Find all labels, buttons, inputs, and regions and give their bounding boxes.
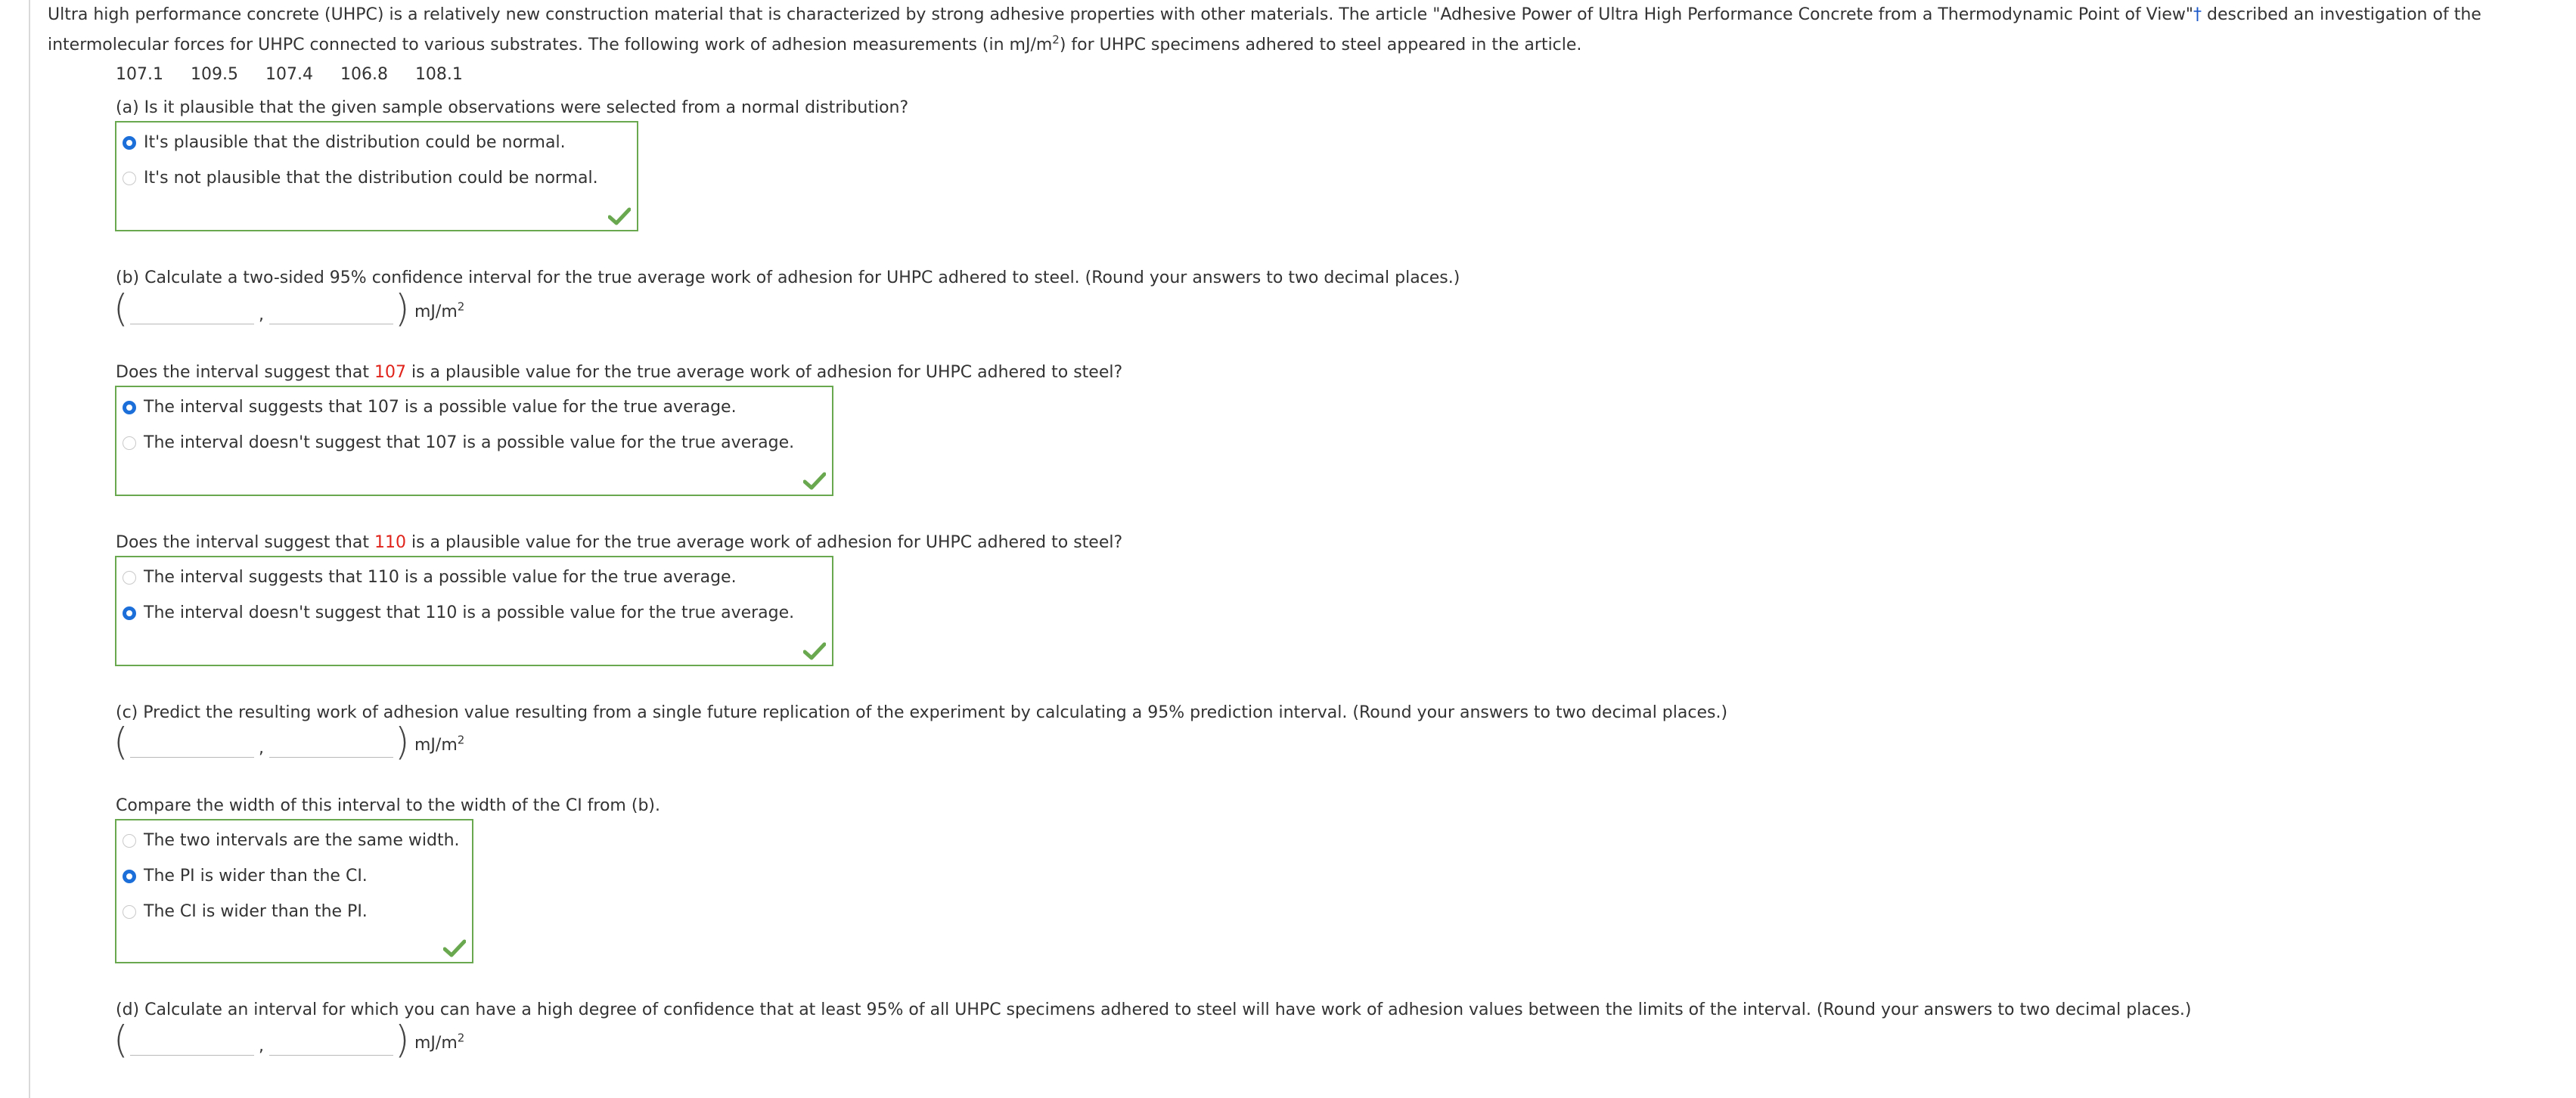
radio-button-selected[interactable] [123,136,136,150]
comma: , [259,739,264,758]
part-b-sub1-option-1[interactable] [123,396,737,419]
option-label: The PI is wider than the CI. [144,867,368,886]
radio-button[interactable] [123,834,136,848]
part-c-compare-option-2[interactable] [123,865,368,888]
radio-button[interactable] [123,172,136,185]
part-a-option-1[interactable] [123,132,566,154]
intro-text: Ultra high performance concrete (UHPC) is a relatively new construction material that is characterized by strong adhesive properties with other materials. The article "Adhesive Power of Ultra High Performance Concrete from a Thermodynamic Point of View" [48,5,2194,24]
data-value: 107.4 [265,65,313,84]
part-a-option-2[interactable] [123,167,598,190]
option-label: The interval doesn't suggest that 107 is a possible value for the true average. [144,433,795,452]
part-d-question: (d) Calculate an interval for which you can have a high degree of confidence that at least 95% of all UHPC specimens adhered to steel will have work of adhesion values between the limits of the interval. (Round your answers to two decimal places.) [116,1000,2192,1019]
option-label: The interval suggests that 107 is a possible value for the true average. [144,398,737,417]
check-mark-icon [608,207,631,225]
option-label: The CI is wider than the PI. [144,902,368,921]
problem-intro [48,0,2566,60]
open-paren: ( [113,287,129,330]
intro-text-cont: described an investigation of the intermolecular forces for UHPC connected to various substrates. The following work of adhesion measurements (in mJ/m [48,5,2481,54]
option-label: It's plausible that the distribution could be normal. [144,133,566,152]
open-paren: ( [113,720,129,764]
radio-button[interactable] [123,436,136,450]
close-paren: ) [395,287,410,330]
part-b-sub1-answer-box [115,386,833,496]
part-d-upper-input[interactable] [269,1038,393,1056]
part-c-compare-option-1[interactable] [123,830,460,852]
part-b-sub1-option-2[interactable] [123,432,794,454]
close-paren: ) [395,720,410,764]
comma: , [259,306,264,324]
data-value: 107.1 [116,65,163,84]
left-divider [29,0,30,1098]
data-value: 109.5 [190,65,238,84]
data-values [116,64,485,85]
part-b-sub2-question: Does the interval suggest that 110 is a plausible value for the true average work of adhesion for UHPC adhered to steel? [116,533,1123,552]
option-label: The two intervals are the same width. [144,831,460,850]
intro-text-end: ) for UHPC specimens adhered to steel appeared in the article. [1059,36,1582,54]
part-b-interval [113,287,507,331]
close-paren: ) [395,1018,410,1062]
unit-label: $mJ/m^2$ [414,1031,465,1053]
highlight-value: 107 [374,363,406,382]
part-c-compare-option-3[interactable] [123,901,368,923]
radio-button-selected[interactable] [123,606,136,620]
radio-button[interactable] [123,905,136,919]
part-c-interval [113,720,507,765]
part-b-sub2-option-2[interactable] [123,602,794,625]
part-c-compare-answer-box [115,819,473,963]
part-b-lower-input[interactable] [130,307,254,324]
part-d-lower-input[interactable] [130,1038,254,1056]
open-paren: ( [113,1018,129,1062]
part-d-interval [113,1018,507,1062]
part-a-question: (a) Is it plausible that the given sample observations were selected from a normal distribution? [116,98,909,117]
option-label: The interval suggests that 110 is a possible value for the true average. [144,568,737,587]
part-b-sub2-answer-box [115,556,833,666]
part-b-sub1-question: Does the interval suggest that 107 is a plausible value for the true average work of adhesion for UHPC adhered to steel? [116,363,1123,382]
check-mark-icon [803,642,826,660]
part-c-question: (c) Predict the resulting work of adhesion value resulting from a single future replication of the experiment by calculating a 95% prediction interval. (Round your answers to two decimal places.) [116,703,1728,722]
part-b-question: (b) Calculate a two-sided 95% confidence interval for the true average work of adhesion for UHPC adhered to steel. (Round your answers to two decimal places.) [116,268,1460,287]
option-label: The interval doesn't suggest that 110 is a possible value for the true average. [144,603,795,622]
highlight-value: 110 [374,533,406,552]
radio-button[interactable] [123,571,136,585]
data-value: 106.8 [340,65,388,84]
footnote-link[interactable]: † [2193,5,2202,24]
part-c-lower-input[interactable] [130,740,254,758]
comma: , [259,1037,264,1056]
option-label: It's not plausible that the distribution could be normal. [144,169,598,188]
check-mark-icon [443,939,466,957]
radio-button-selected[interactable] [123,870,136,883]
part-c-upper-input[interactable] [269,740,393,758]
part-b-upper-input[interactable] [269,307,393,324]
part-a-answer-box [115,121,638,231]
radio-button-selected[interactable] [123,401,136,414]
data-value: 108.1 [414,65,463,84]
part-c-compare-question: Compare the width of this interval to the width of the CI from (b). [116,796,660,815]
unit-label: $mJ/m^2$ [414,299,465,321]
check-mark-icon [803,472,826,490]
unit-label: $mJ/m^2$ [414,733,465,755]
part-b-sub2-option-1[interactable] [123,566,737,589]
intro-unit-sup: 2 [1052,33,1060,47]
